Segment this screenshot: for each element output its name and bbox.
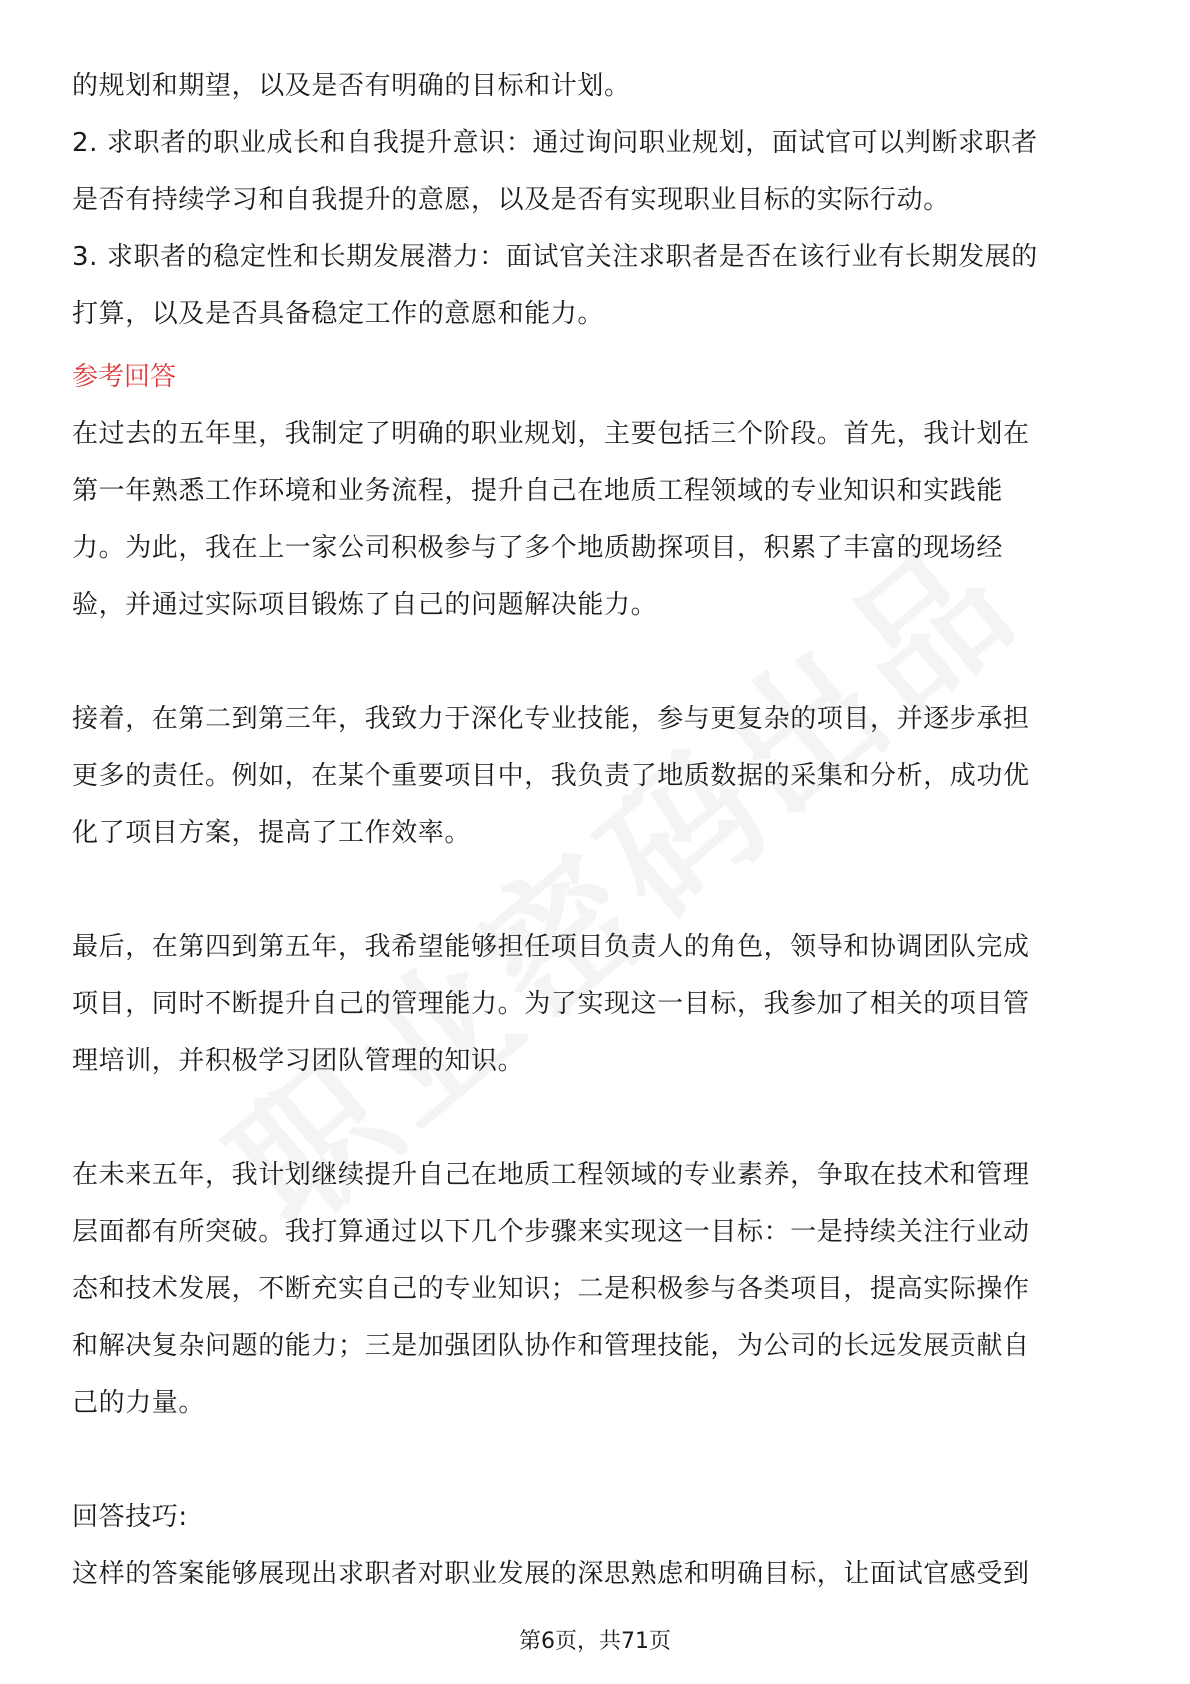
text-line: 己的力量。 [72, 1388, 206, 1418]
page-number: 第6页，共71页 [519, 1629, 671, 1654]
document-body [72, 58, 1118, 1603]
text-line: 力。为此，我在上一家公司积极参与了多个地质勘探项目，积累了丰富的现场经 [72, 533, 1004, 563]
text-line: 是否有持续学习和自我提升的意愿，以及是否有实现职业目标的实际行动。 [72, 185, 950, 215]
text-line: 和解决复杂问题的能力；三是加强团队协作和管理技能，为公司的长远发展贡献自 [72, 1331, 1030, 1361]
text-line: 态和技术发展，不断充实自己的专业知识；二是积极参与各类项目，提高实际操作 [72, 1274, 1030, 1304]
text-line: 第一年熟悉工作环境和业务流程，提升自己在地质工程领域的专业知识和实践能 [72, 476, 1004, 506]
text-line: 更多的责任。例如，在某个重要项目中，我负责了地质数据的采集和分析，成功优 [72, 761, 1030, 791]
text-line: 接着，在第二到第三年，我致力于深化专业技能，参与更复杂的项目，并逐步承担 [72, 704, 1030, 734]
text-line: 最后，在第四到第五年，我希望能够担任项目负责人的角色，领导和协调团队完成 [72, 932, 1030, 962]
text-line: 的规划和期望，以及是否有明确的目标和计划。 [72, 71, 631, 101]
text-line: 这样的答案能够展现出求职者对职业发展的深思熟虑和明确目标，让面试官感受到 [72, 1559, 1030, 1589]
text-line: 2. 求职者的职业成长和自我提升意识：通过询问职业规划，面试官可以判断求职者 [72, 128, 1038, 158]
text-line: 层面都有所突破。我打算通过以下几个步骤来实现这一目标：一是持续关注行业动 [72, 1217, 1030, 1247]
text-line: 在过去的五年里，我制定了明确的职业规划，主要包括三个阶段。首先，我计划在 [72, 419, 1030, 449]
tips-label: 回答技巧: [72, 1502, 188, 1532]
text-line: 在未来五年，我计划继续提升自己在地质工程领域的专业素养，争取在技术和管理 [72, 1160, 1030, 1190]
text-line: 项目，同时不断提升自己的管理能力。为了实现这一目标，我参加了相关的项目管 [72, 989, 1030, 1019]
section-heading: 参考回答 [72, 362, 177, 392]
text-line: 化了项目方案，提高了工作效率。 [72, 818, 472, 848]
text-line: 理培训，并积极学习团队管理的知识。 [72, 1046, 525, 1076]
text-line: 打算，以及是否具备稳定工作的意愿和能力。 [72, 299, 605, 329]
text-line: 3. 求职者的稳定性和长期发展潜力：面试官关注求职者是否在该行业有长期发展的 [72, 242, 1038, 272]
text-line: 验，并通过实际项目锻炼了自己的问题解决能力。 [72, 590, 658, 620]
